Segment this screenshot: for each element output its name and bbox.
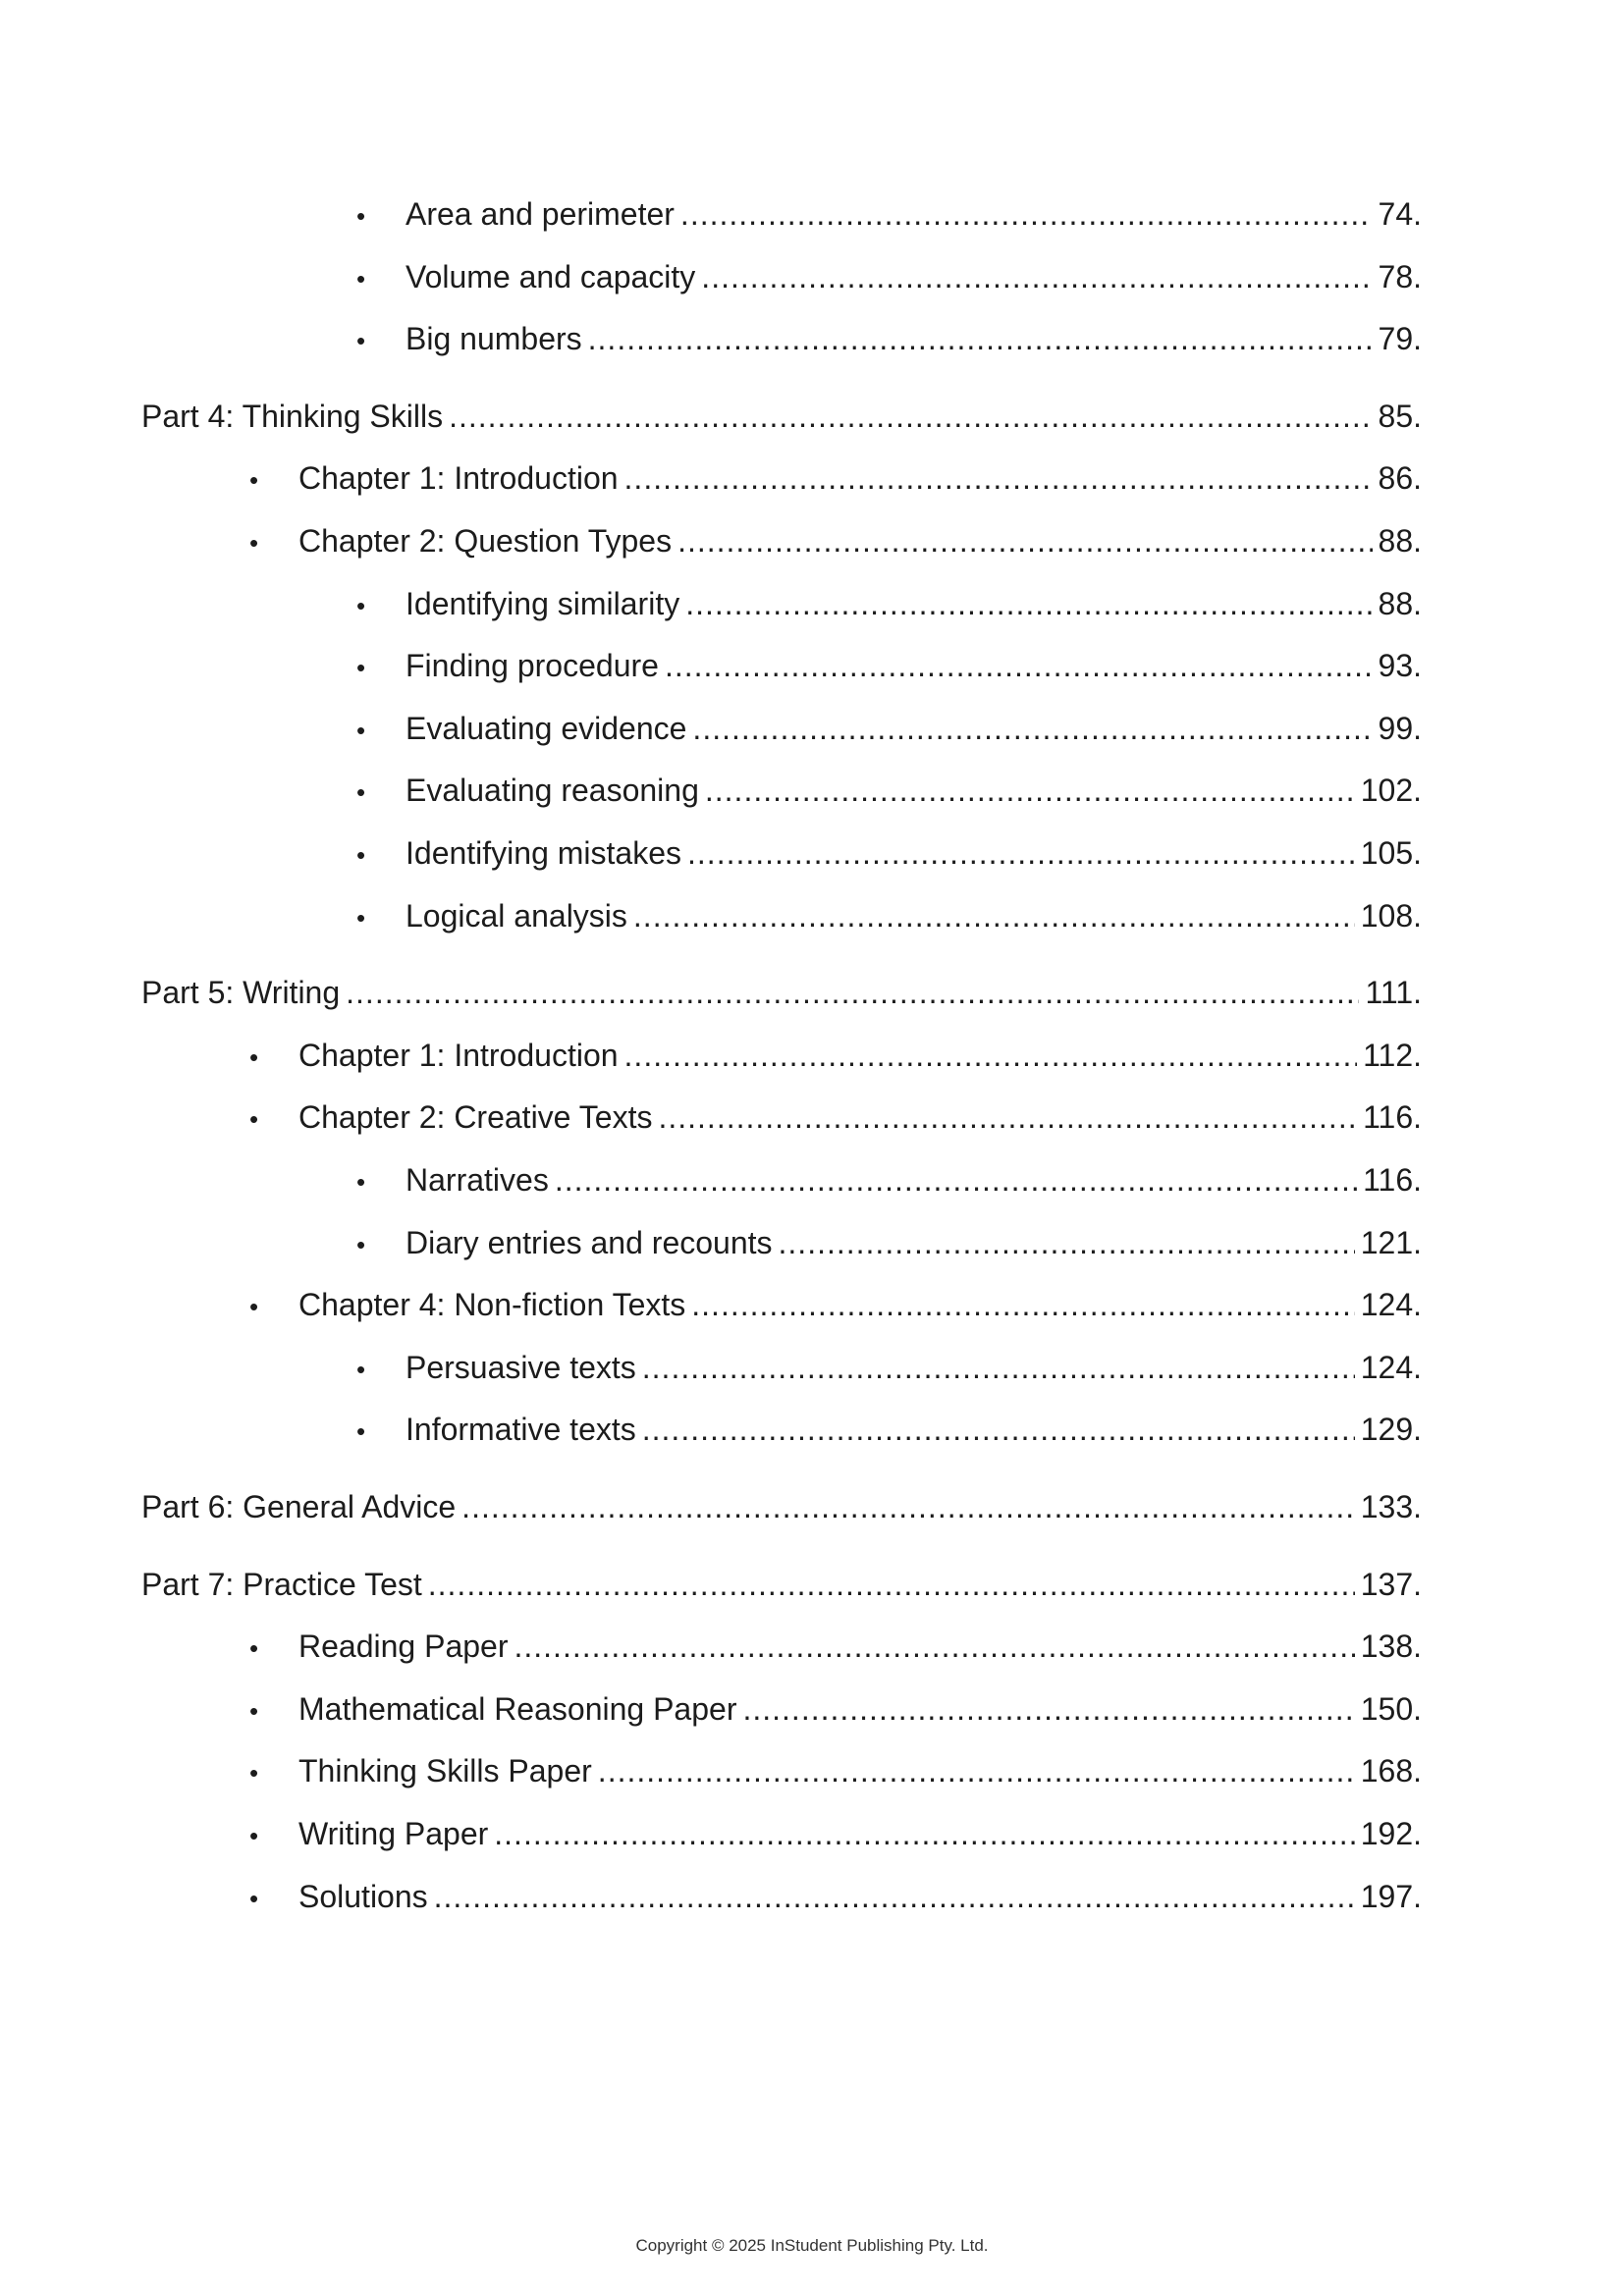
- dot-leader: [642, 1343, 1355, 1392]
- toc-section-row[interactable]: [356, 766, 1422, 815]
- bullet-icon: •: [356, 1354, 366, 1384]
- toc-entry-page-number: 197.: [1360, 1878, 1422, 1914]
- bullet-icon: •: [356, 777, 366, 808]
- toc-part-row[interactable]: [141, 392, 1422, 441]
- toc-entry-title: Diary entries and recounts: [406, 1224, 773, 1260]
- toc-entry-page-number: 138.: [1360, 1629, 1422, 1665]
- toc-entry-page-number: 85.: [1378, 398, 1422, 434]
- toc-entry-title: Part 5: Writing: [141, 975, 341, 1011]
- toc-entry-page-number: 108.: [1360, 897, 1422, 934]
- toc-entry-page-number: 93.: [1378, 648, 1422, 684]
- toc-section-row[interactable]: [356, 704, 1422, 753]
- bullet-icon: •: [356, 326, 366, 356]
- toc-entry-title: Writing Paper: [298, 1816, 489, 1851]
- dot-leader: [665, 641, 1373, 690]
- toc-entry-title: Area and perimeter: [406, 196, 675, 232]
- toc-section-row[interactable]: [356, 1343, 1422, 1392]
- bullet-icon: •: [249, 1633, 259, 1664]
- toc-entry-title: Identifying similarity: [406, 585, 680, 621]
- toc-entry-page-number: 150.: [1360, 1690, 1422, 1727]
- toc-entry-title: Evaluating evidence: [406, 710, 687, 746]
- bullet-icon: •: [249, 1821, 259, 1850]
- toc-entry-page-number: 111.: [1365, 975, 1422, 1011]
- toc-entry-page-number: 116.: [1363, 1162, 1422, 1198]
- toc-section-row[interactable]: [356, 1405, 1422, 1454]
- dot-leader: [624, 454, 1373, 503]
- toc-entry-title: Chapter 2: Creative Texts: [298, 1099, 653, 1136]
- toc-chapter-row[interactable]: [249, 1031, 1422, 1080]
- dot-leader: [701, 252, 1372, 301]
- toc-entry-title: Persuasive texts: [406, 1349, 636, 1385]
- copyright-footer: Copyright © 2025 InStudent Publishing Pty. Ltd.: [635, 2236, 989, 2255]
- toc-chapter-row[interactable]: [249, 1280, 1422, 1329]
- dot-leader: [658, 1093, 1357, 1142]
- toc-entry-page-number: 88.: [1378, 585, 1422, 621]
- toc-entry-title: Chapter 1: Introduction: [298, 460, 619, 497]
- toc-entry-title: Narratives: [406, 1162, 549, 1198]
- toc-entry-title: Chapter 2: Question Types: [298, 523, 673, 559]
- toc-entry-page-number: 121.: [1360, 1224, 1422, 1260]
- bullet-icon: •: [356, 1229, 366, 1259]
- toc-section-row[interactable]: [356, 252, 1422, 301]
- toc-section-row[interactable]: [356, 891, 1422, 940]
- dot-leader: [687, 828, 1355, 878]
- dot-leader: [691, 1280, 1354, 1329]
- bullet-icon: •: [356, 840, 366, 870]
- toc-section-row[interactable]: [356, 1218, 1422, 1267]
- toc-entry-page-number: 129.: [1360, 1412, 1422, 1448]
- toc-chapter-row[interactable]: [249, 454, 1422, 503]
- toc-entry-page-number: 74.: [1378, 196, 1422, 232]
- dot-leader: [680, 189, 1373, 239]
- toc-entry-title: Logical analysis: [406, 897, 627, 934]
- toc-entry-title: Part 4: Thinking Skills: [141, 398, 444, 434]
- dot-leader: [692, 704, 1372, 753]
- toc-chapter-row[interactable]: [249, 1622, 1422, 1671]
- toc-entry-page-number: 99.: [1378, 710, 1422, 746]
- toc-entry-page-number: 88.: [1378, 523, 1422, 559]
- toc-entry-page-number: 137.: [1360, 1566, 1422, 1602]
- bullet-icon: •: [249, 465, 259, 496]
- bullet-icon: •: [249, 1758, 259, 1789]
- bullet-icon: •: [356, 590, 366, 620]
- toc-entry-page-number: 192.: [1360, 1816, 1422, 1851]
- toc-section-row[interactable]: [356, 579, 1422, 628]
- toc-entry-page-number: 124.: [1360, 1349, 1422, 1385]
- dot-leader: [677, 516, 1372, 565]
- dot-leader: [449, 392, 1372, 441]
- dot-leader: [494, 1809, 1354, 1858]
- dot-leader: [642, 1405, 1355, 1454]
- bullet-icon: •: [356, 715, 366, 745]
- toc-chapter-row[interactable]: [249, 1093, 1422, 1142]
- toc-chapter-row[interactable]: [249, 1809, 1422, 1858]
- toc-entry-page-number: 86.: [1378, 460, 1422, 497]
- toc-entry-title: Chapter 1: Introduction: [298, 1037, 619, 1073]
- dot-leader: [779, 1218, 1355, 1267]
- toc-section-row[interactable]: [356, 189, 1422, 239]
- toc-section-row[interactable]: [356, 641, 1422, 690]
- dot-leader: [555, 1155, 1357, 1204]
- bullet-icon: •: [249, 528, 259, 558]
- dot-leader: [461, 1482, 1355, 1531]
- bullet-icon: •: [249, 1883, 259, 1913]
- toc-entry-title: Evaluating reasoning: [406, 773, 699, 809]
- toc-entry-page-number: 78.: [1378, 258, 1422, 294]
- bullet-icon: •: [356, 1167, 366, 1197]
- dot-leader: [633, 891, 1355, 940]
- toc-entry-page-number: 168.: [1360, 1753, 1422, 1789]
- toc-entry-title: Identifying mistakes: [406, 835, 682, 871]
- dot-leader: [685, 579, 1372, 628]
- bullet-icon: •: [356, 1416, 366, 1447]
- toc-chapter-row[interactable]: [249, 516, 1422, 565]
- dot-leader: [705, 766, 1355, 815]
- toc-chapter-row[interactable]: [249, 1684, 1422, 1734]
- toc-entry-title: Mathematical Reasoning Paper: [298, 1690, 737, 1727]
- bullet-icon: •: [249, 1041, 259, 1072]
- dot-leader: [598, 1746, 1355, 1795]
- bullet-icon: •: [249, 1104, 259, 1135]
- dot-leader: [514, 1622, 1354, 1671]
- toc-entry-page-number: 116.: [1363, 1099, 1422, 1136]
- dot-leader: [346, 968, 1359, 1017]
- toc-entry-title: Solutions: [298, 1878, 428, 1914]
- toc-section-row[interactable]: [356, 1155, 1422, 1204]
- toc-entry-title: Part 7: Practice Test: [141, 1566, 422, 1602]
- bullet-icon: •: [249, 1695, 259, 1726]
- toc-section-row[interactable]: [356, 314, 1422, 363]
- toc-entry-page-number: 102.: [1360, 773, 1422, 809]
- dot-leader: [588, 314, 1373, 363]
- toc-entry-page-number: 105.: [1360, 835, 1422, 871]
- bullet-icon: •: [356, 201, 366, 231]
- toc-entry-title: Big numbers: [406, 321, 582, 357]
- toc-chapter-row[interactable]: [249, 1872, 1422, 1921]
- toc-entry-title: Volume and capacity: [406, 258, 696, 294]
- dot-leader: [428, 1560, 1355, 1609]
- toc-entry-title: Chapter 4: Non-fiction Texts: [298, 1287, 686, 1323]
- toc-entry-title: Informative texts: [406, 1412, 636, 1448]
- toc-entry-page-number: 124.: [1360, 1287, 1422, 1323]
- bullet-icon: •: [356, 653, 366, 683]
- bullet-icon: •: [249, 1292, 259, 1322]
- toc-entry-title: Reading Paper: [298, 1629, 509, 1665]
- dot-leader: [624, 1031, 1358, 1080]
- toc-entry-page-number: 79.: [1378, 321, 1422, 357]
- toc-entry-title: Thinking Skills Paper: [298, 1753, 592, 1789]
- toc-part-row[interactable]: [141, 1560, 1422, 1609]
- toc-entry-page-number: 133.: [1360, 1489, 1422, 1524]
- bullet-icon: •: [356, 902, 366, 933]
- toc-entry-title: Part 6: General Advice: [141, 1489, 457, 1524]
- toc-section-row[interactable]: [356, 828, 1422, 878]
- toc-chapter-row[interactable]: [249, 1746, 1422, 1795]
- toc-part-row[interactable]: [141, 1482, 1422, 1531]
- dot-leader: [434, 1872, 1355, 1921]
- bullet-icon: •: [356, 263, 366, 294]
- toc-entry-title: Finding procedure: [406, 648, 659, 684]
- dot-leader: [742, 1684, 1354, 1734]
- toc-entry-page-number: 112.: [1363, 1037, 1422, 1073]
- toc-part-row[interactable]: [141, 968, 1422, 1017]
